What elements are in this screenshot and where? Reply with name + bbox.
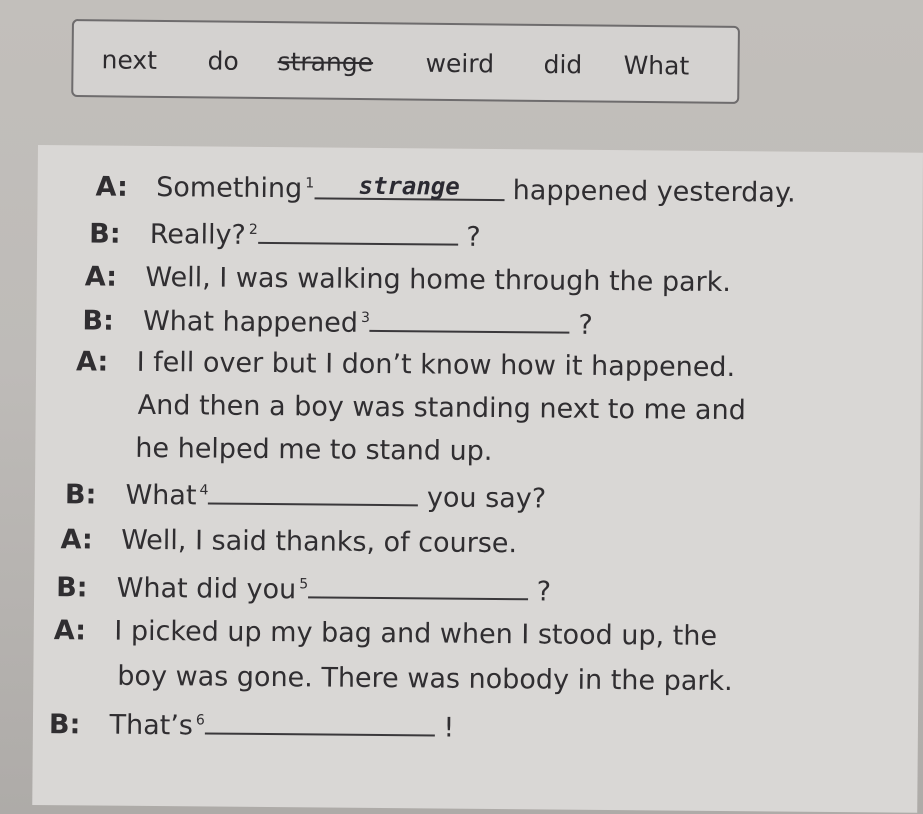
dialogue-line-2 — [89, 216, 481, 252]
line-text: That’s — [109, 709, 194, 742]
line-text: Well, I said thanks, of course. — [121, 524, 518, 560]
speaker-label: B: — [82, 305, 114, 337]
dialogue-line-8 — [56, 570, 551, 607]
word-next: next — [101, 45, 158, 75]
speaker-label: A: — [75, 346, 109, 378]
answer-blank-3[interactable] — [370, 306, 570, 334]
answer-blank-5[interactable] — [308, 572, 528, 600]
gap-number: 3 — [360, 309, 371, 326]
dialogue-line-1 — [96, 172, 796, 209]
line-text: What — [125, 479, 197, 512]
word-strange-crossed: strange — [277, 47, 374, 78]
line-text: Something — [156, 172, 303, 205]
gap-number: 5 — [299, 576, 309, 593]
line-text: ! — [443, 712, 455, 744]
line-text: happened yesterday. — [512, 175, 796, 209]
word-what: What — [623, 50, 690, 81]
gap-number: 4 — [199, 482, 209, 499]
dialogue-line-9 — [54, 615, 718, 652]
speaker-label: B: — [48, 709, 81, 741]
dialogue-line-9-cont-1: boy was gone. There was nobody in the park. — [117, 660, 733, 698]
line-text: What did you — [116, 572, 297, 606]
word-did: did — [543, 49, 583, 80]
word-box — [71, 19, 740, 104]
speaker-label: A: — [60, 524, 93, 556]
gap-number: 2 — [248, 221, 258, 238]
dialogue-line-5 — [76, 346, 735, 383]
line-text: you say? — [426, 482, 547, 515]
word-weird: weird — [425, 48, 495, 79]
dialogue-line-4 — [82, 303, 593, 340]
answer-blank-6[interactable] — [205, 708, 435, 736]
handwritten-answer: strange — [358, 171, 460, 201]
line-text: Well, I was walking home through the park. — [145, 261, 732, 299]
answer-blank-1[interactable] — [314, 173, 504, 201]
answer-blank-4[interactable] — [208, 479, 418, 507]
line-text: ? — [578, 309, 593, 341]
line-text: I picked up my bag and when I stood up, the — [114, 615, 718, 652]
answer-blank-2[interactable] — [258, 218, 458, 246]
dialogue-line-3 — [85, 261, 731, 298]
line-text: Really? — [149, 218, 246, 251]
speaker-label: B: — [89, 218, 121, 250]
dialogue-line-5-cont-2: he helped me to stand up. — [135, 432, 493, 467]
gap-number: 1 — [305, 175, 315, 192]
speaker-label: A: — [84, 261, 118, 293]
line-text: ? — [536, 576, 552, 608]
gap-number: 6 — [195, 712, 205, 729]
speaker-label: B: — [64, 479, 97, 511]
line-text: What happened — [142, 305, 359, 339]
speaker-label: A: — [95, 171, 128, 203]
word-do: do — [207, 46, 239, 76]
line-text: I fell over but I don’t know how it happened. — [136, 346, 736, 384]
dialogue-panel — [32, 145, 923, 813]
dialogue-line-10 — [49, 707, 455, 744]
dialogue-line-5-cont-1: And then a boy was standing next to me and — [137, 389, 746, 427]
dialogue-line-7 — [60, 524, 517, 559]
line-text: ? — [466, 221, 481, 253]
speaker-label: A: — [53, 615, 87, 647]
speaker-label: B: — [56, 572, 88, 604]
dialogue-line-6 — [65, 477, 546, 514]
